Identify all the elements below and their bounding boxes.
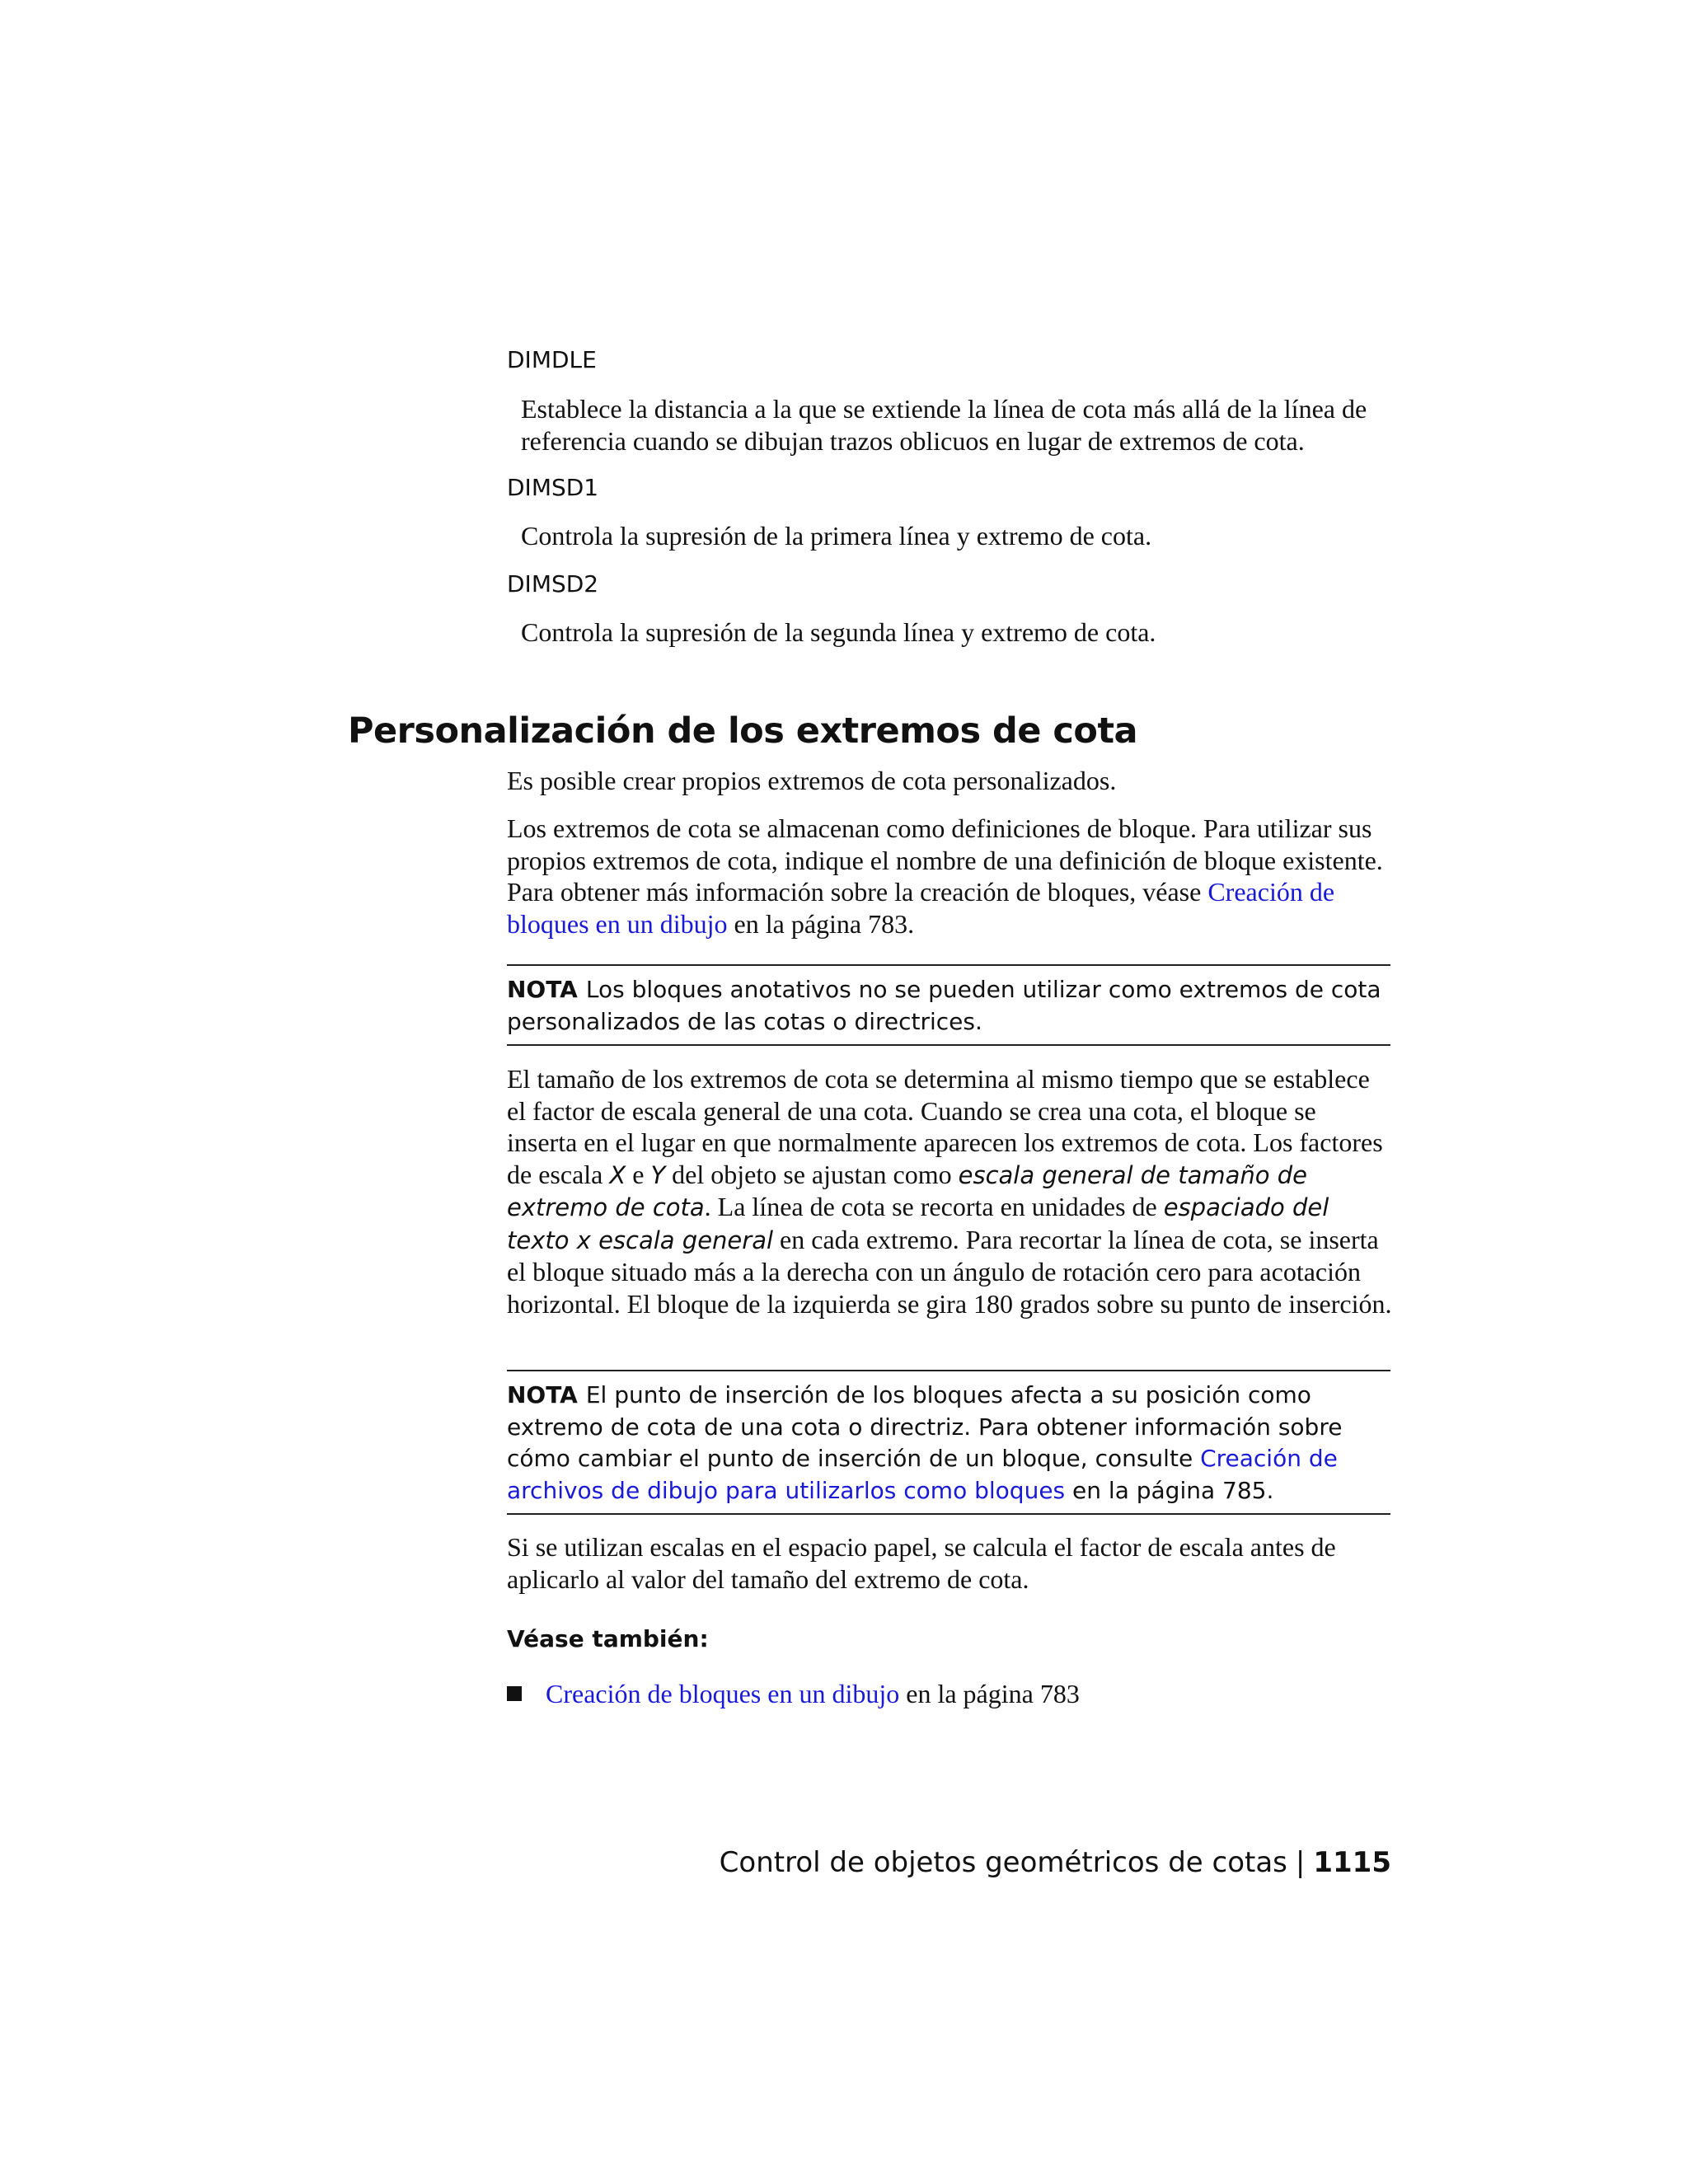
x-variable: X bbox=[609, 1160, 626, 1189]
note-text: Los bloques anotativos no se pueden utilizar como extremos de cota personalizados de las cotas o directrices. bbox=[507, 976, 1381, 1035]
page-footer bbox=[720, 1846, 1391, 1879]
note-suffix: en la página 785. bbox=[1065, 1476, 1274, 1504]
link-creating-blocks[interactable]: Creación de bloques en un dibujo bbox=[507, 877, 1335, 939]
blocks-paragraph bbox=[507, 813, 1393, 940]
variable-name-dimsd1: DIMSD1 bbox=[507, 474, 599, 501]
para-text: . La línea de cota se recorta en unidades de bbox=[704, 1192, 1164, 1221]
paper-space-paragraph: Si se utilizan escalas en el espacio papel, se calcula el factor de escala antes de aplicarlo al valor del tamaño del extremo de cota. bbox=[507, 1532, 1336, 1594]
note-box-annotative bbox=[507, 964, 1390, 1046]
intro-paragraph: Es posible crear propios extremos de cota personalizados. bbox=[507, 766, 1117, 795]
footer-separator: | bbox=[1295, 1846, 1306, 1879]
see-also-item bbox=[507, 1678, 1080, 1710]
variable-name-dimdle: DIMDLE bbox=[507, 346, 597, 373]
note-label: NOTA bbox=[507, 1381, 578, 1408]
note-text: El punto de inserción de los bloques afecta a su posición como extremo de cota de una cota o directriz. Para obtener información sobre cómo cambiar el punto de inserción de un bloque, consulte bbox=[507, 1381, 1343, 1472]
bullet-square-icon bbox=[507, 1686, 522, 1701]
para-text: El tamaño de los extremos de cota se determina al mismo tiempo que se establece el factor de escala general de una cota. Cuando se crea una cota, el bloque se inserta en el lugar en que normalmente aparecen los extremos de cota. Los factores de escala bbox=[507, 1064, 1383, 1189]
variable-name-dimsd2: DIMSD2 bbox=[507, 570, 599, 598]
note-box-insertion-point bbox=[507, 1370, 1390, 1515]
para-text: en cada extremo. Para recortar la línea de cota, se inserta el bloque situado más a la derecha con un ángulo de rotación cero para acotación horizontal. El bloque de la izquierda se gira 180 grados sobre su punto de inserción. bbox=[507, 1224, 1392, 1319]
blocks-paragraph-text: Los extremos de cota se almacenan como definiciones de bloque. Para utilizar sus propios extremos de cota, indique el nombre de una definición de bloque existente. Para obtener más información sobre la creación de bloques, véase bbox=[507, 813, 1383, 907]
variable-description-dimdle: Establece la distancia a la que se extiende la línea de cota más allá de la línea de referencia cuando se dibujan trazos oblicuos en lugar de extremos de cota. bbox=[521, 394, 1367, 456]
italic-term: escala general de tamaño de extremo de cota bbox=[507, 1160, 1307, 1221]
link-creating-drawing-files[interactable]: Creación de archivos de dibujo para utilizarlos como bloques bbox=[507, 1445, 1338, 1504]
link-see-also-creating-blocks[interactable]: Creación de bloques en un dibujo bbox=[546, 1679, 900, 1708]
para-text: e bbox=[626, 1159, 651, 1189]
blocks-paragraph-suffix: en la página 783. bbox=[727, 908, 915, 939]
y-variable: Y bbox=[650, 1160, 666, 1189]
variable-description-dimsd2: Controla la supresión de la segunda línea y extremo de cota. bbox=[521, 617, 1156, 647]
section-heading: Personalización de los extremos de cota bbox=[348, 710, 1138, 752]
see-also-label: Véase también: bbox=[507, 1625, 709, 1652]
footer-title: Control de objetos geométricos de cotas bbox=[719, 1846, 1287, 1879]
note-label: NOTA bbox=[507, 976, 578, 1003]
see-also-suffix: en la página 783 bbox=[899, 1679, 1080, 1708]
para-text: del objeto se ajustan como bbox=[665, 1159, 959, 1189]
page-number: 1115 bbox=[1313, 1846, 1391, 1879]
variable-description-dimsd1: Controla la supresión de la primera línea y extremo de cota. bbox=[521, 521, 1152, 551]
arrowhead-size-paragraph bbox=[507, 1063, 1393, 1319]
italic-term: espaciado del texto x escala general bbox=[507, 1193, 1329, 1254]
